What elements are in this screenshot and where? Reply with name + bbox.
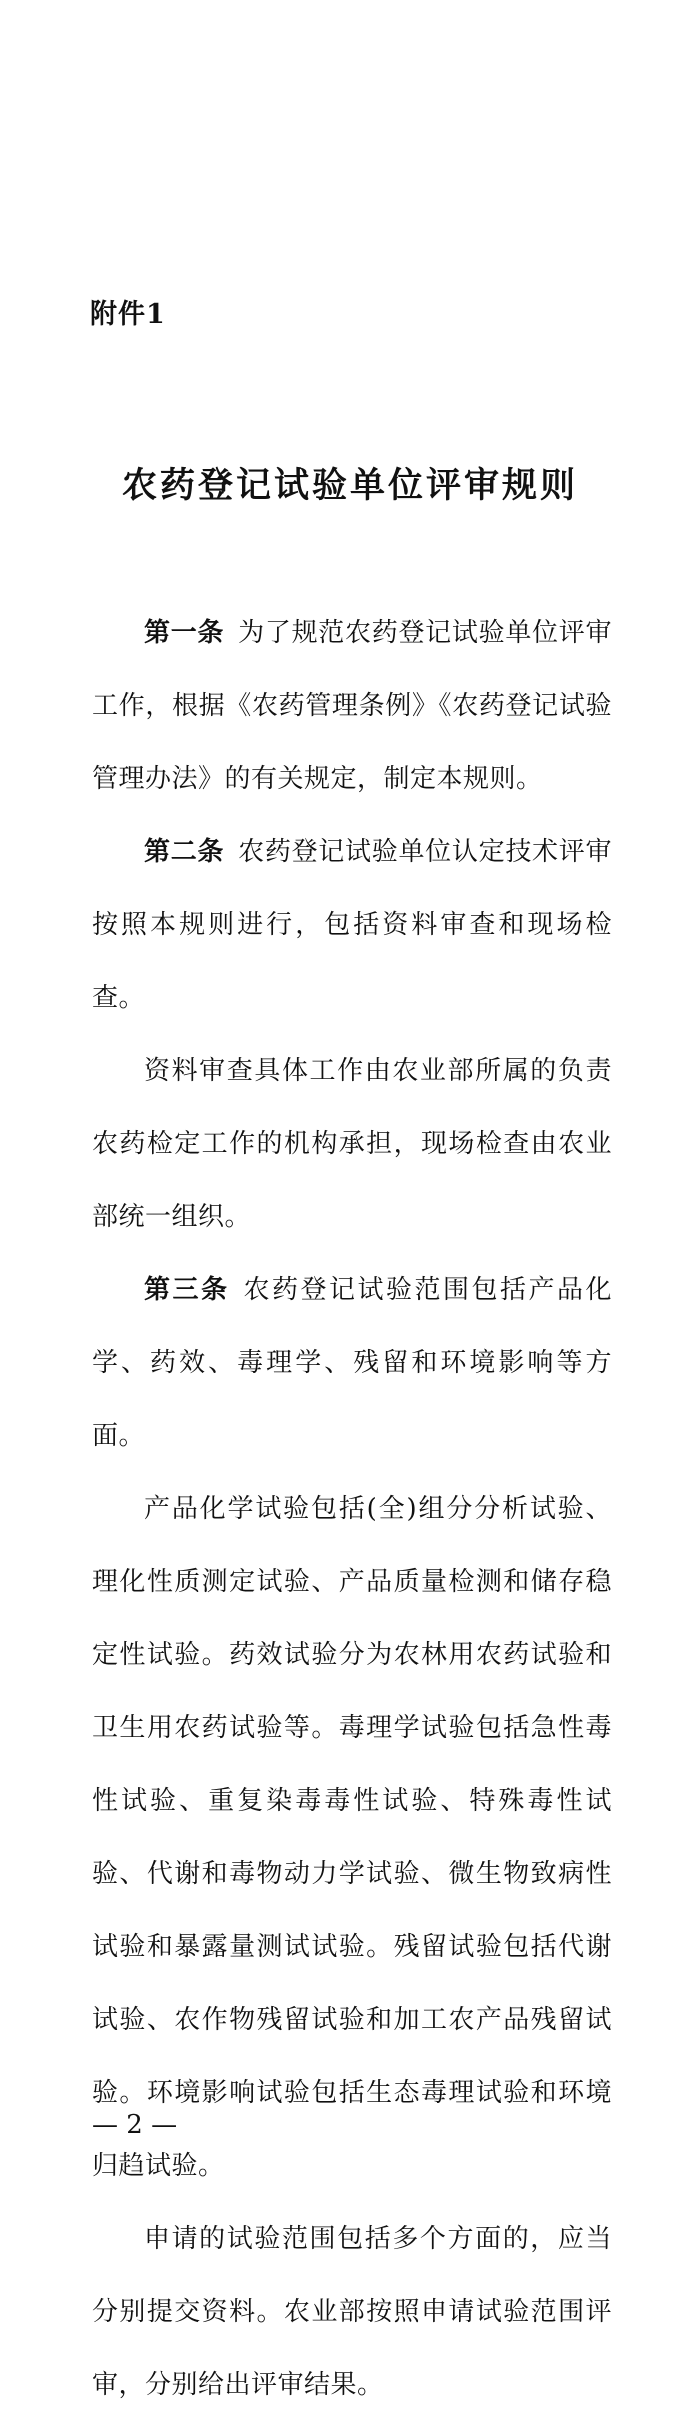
paragraph-text: 为了规范农药登记试验单位评审工作，根据《农药管理条例》《农药登记试验管理办法》的有关规定，制定本规则。 (92, 618, 612, 794)
paragraph (92, 1473, 612, 2203)
document-title: 农药登记试验单位评审规则 (121, 465, 578, 506)
paragraph-text: 资料审查具体工作由农业部所属的负责农药检定工作的机构承担，现场检查由农业部统一组织。 (92, 1056, 612, 1232)
paragraph-text: 申请的试验范围包括多个方面的，应当分别提交资料。农业部按照申请试验范围评审，分别给出评审结果。 (92, 2224, 612, 2400)
paragraph (92, 2203, 612, 2422)
article-number: 第二条 (144, 837, 225, 867)
document-body (92, 597, 612, 2422)
paragraph (92, 816, 612, 1035)
paragraph (92, 1035, 612, 1254)
paragraph (92, 1254, 612, 1473)
page-number: — 2 — (92, 2110, 178, 2140)
article-number: 第一条 (144, 618, 225, 648)
paragraph (92, 597, 612, 816)
paragraph-text: 农药登记试验单位认定技术评审按照本规则进行，包括资料审查和现场检查。 (92, 837, 612, 1013)
annex-label: 附件1 (90, 299, 166, 330)
article-number: 第三条 (144, 1275, 230, 1305)
paragraph-text: 农药登记试验范围包括产品化学、药效、毒理学、残留和环境影响等方面。 (92, 1275, 612, 1451)
paragraph-text: 产品化学试验包括(全)组分分析试验、理化性质测定试验、产品质量检测和储存稳定性试验。药效试验分为农林用农药试验和卫生用农药试验等。毒理学试验包括急性毒性试验、重复染毒毒性试验、特殊毒性试验、代谢和毒物动力学试验、微生物致病性试验和暴露量测试试验。残留试验包括代谢试验、农作物残留试验和加工农产品残留试验。环境影响试验包括生态毒理试验和环境归趋试验。 (92, 1494, 612, 2181)
